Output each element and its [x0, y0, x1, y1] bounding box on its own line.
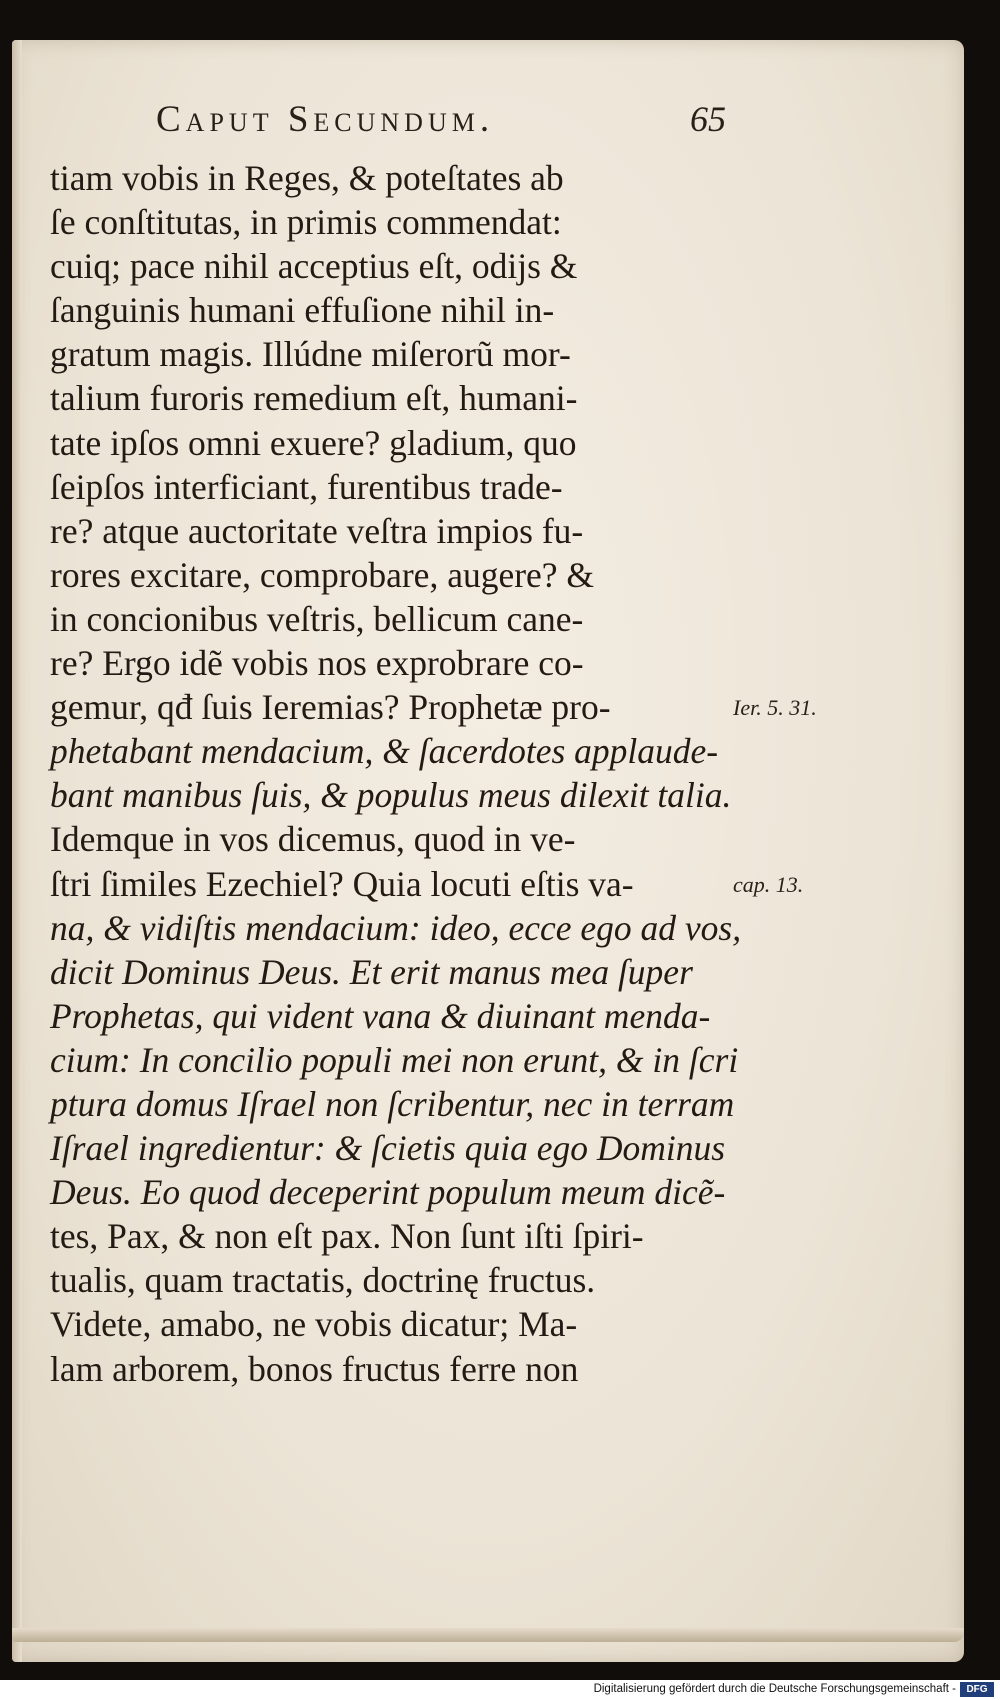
text-line: Idemque in vos dicemus, quod in ve- [50, 819, 576, 860]
text-line: gratum magis. Illúdne miſerorũ mor- [50, 334, 571, 375]
page-edge [12, 40, 22, 1662]
text-line: tualis, quam tractatis, doctrinę fructus. [50, 1260, 596, 1301]
text-line: talium furoris remedium eſt, humani- [50, 378, 578, 419]
running-head: Caput Secundum. [156, 99, 495, 140]
text-line: phetabant mendacium, & ſacerdotes applaude- [50, 731, 719, 772]
text-line: Prophetas, qui vident vana & diuinant menda- [50, 995, 711, 1036]
text-line: tiam vobis in Reges, & poteſtates ab [50, 158, 564, 198]
text-line: ſeipſos interficiant, furentibus trade- [50, 466, 563, 507]
text-line: tate ipſos omni exuere? gladium, quo [50, 422, 577, 463]
text-line: ſanguinis humani effuſione nihil in- [50, 290, 555, 331]
text-line: rores excitare, comprobare, augere? & [50, 554, 595, 595]
page-bottom-edge [12, 1628, 964, 1642]
text-line: Iſrael ingredientur: & ſcietis quia ego Dominus [50, 1128, 726, 1169]
text-line: bant manibus ſuis, & populus meus dilexit talia. [50, 775, 732, 816]
body-text [50, 156, 742, 1391]
text-line: re? Ergo idẽ vobis nos exprobrare co- [50, 643, 584, 684]
footer-credit: Digitalisierung gefördert durch die Deutsche Forschungsgemeinschaft - [593, 1683, 956, 1695]
dfg-logo: DFG [960, 1682, 994, 1697]
text-line: ptura domus Iſrael non ſcribentur, nec in terram [50, 1083, 735, 1124]
page-header [156, 98, 726, 152]
page-number: 65 [690, 99, 726, 139]
margin-note: Ier. 5. 31. [733, 695, 817, 721]
text-line: ſtri ſimiles Ezechiel? Quia locuti eſtis va- [50, 863, 634, 904]
text-line: na, & vidiſtis mendacium: ideo, ecce ego ad vos, [50, 907, 742, 948]
text-line: re? atque auctoritate veſtra impios fu- [50, 510, 584, 551]
text-line: cium: In concilio populi mei non erunt, & in ſcri [50, 1039, 739, 1080]
text-line: Deus. Eo quod deceperint populum meum dicẽ- [50, 1172, 726, 1213]
text-line: gemur, qđ ſuis Ieremias? Prophetæ pro- [50, 687, 611, 728]
text-line: lam arborem, bonos fructus ferre non [50, 1348, 579, 1389]
margin-note: cap. 13. [733, 871, 804, 897]
text-line: dicit Dominus Deus. Et erit manus mea ſuper [50, 951, 693, 992]
text-line: ſe conſtitutas, in primis commendat: [50, 202, 562, 243]
text-line: in concionibus veſtris, bellicum cane- [50, 598, 584, 639]
text-line: Videte, amabo, ne vobis dicatur; Ma- [50, 1304, 578, 1345]
text-line: cuiq; pace nihil acceptius eſt, odijs & [50, 246, 578, 287]
text-line: tes, Pax, & non eſt pax. Non ſunt iſti ſpiri- [50, 1216, 644, 1257]
